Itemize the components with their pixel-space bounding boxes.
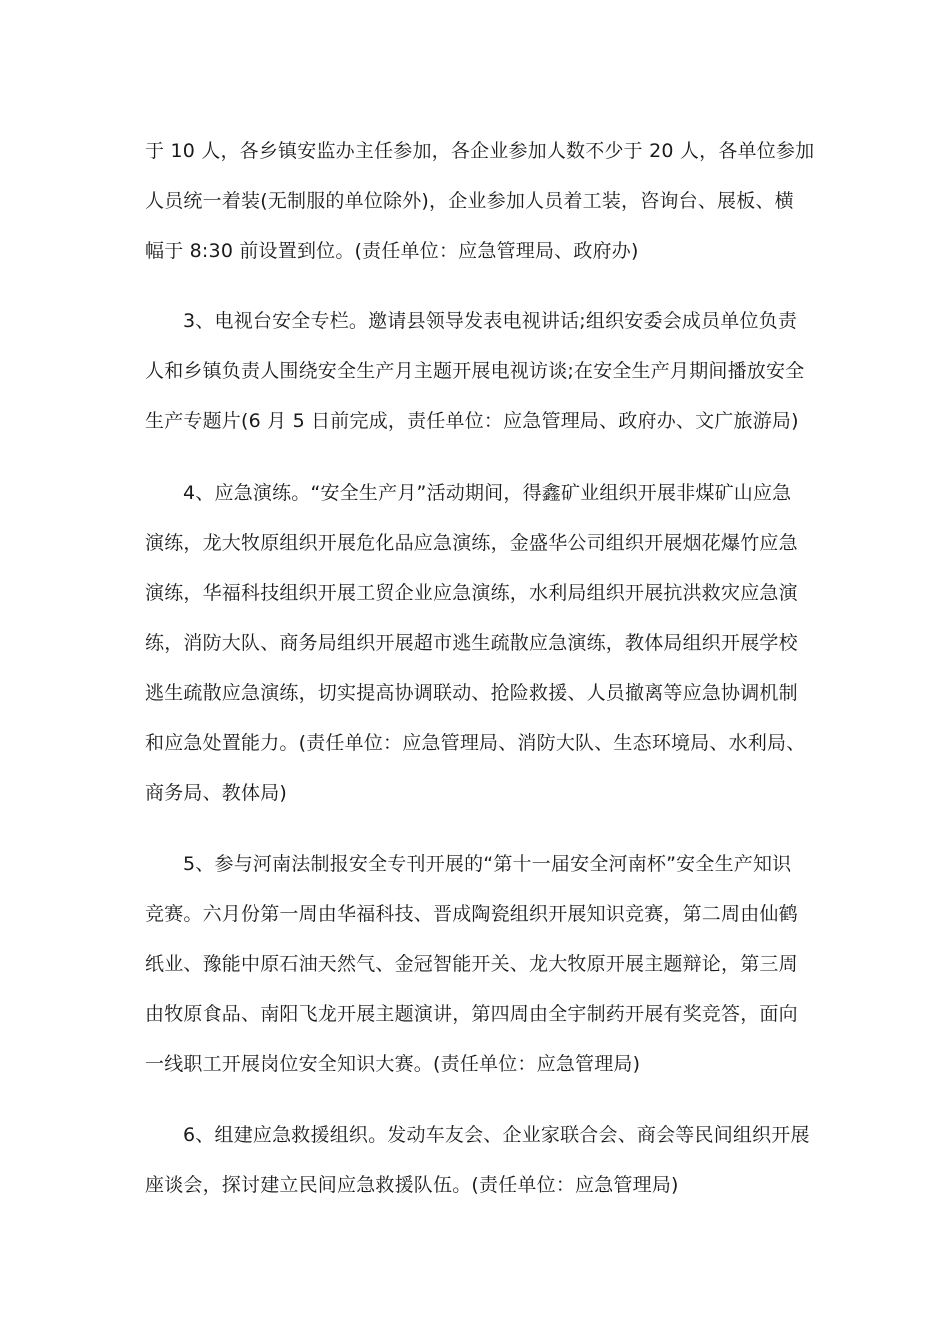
text-line: 幅于 8:30 前设置到位。(责任单位：应急管理局、政府办) <box>145 240 639 262</box>
text-line: 演练，华福科技组织开展工贸企业应急演练，水利局组织开展抗洪救灾应急演 <box>145 582 798 604</box>
text-line: 人和乡镇负责人围绕安全生产月主题开展电视访谈;在安全生产月期间播放安全 <box>145 360 805 382</box>
text-line: 演练，龙大牧原组织开展危化品应急演练，金盛华公司组织开展烟花爆竹应急 <box>145 532 798 554</box>
text-line: 商务局、教体局) <box>145 782 288 804</box>
paragraph-3-start: 3、电视台安全专栏。邀请县领导发表电视讲话;组织安委会成员单位负责 <box>183 310 798 332</box>
text-line: 一线职工开展岗位安全知识大赛。(责任单位：应急管理局) <box>145 1053 641 1075</box>
text-line: 于 10 人，各乡镇安监办主任参加，各企业参加人数不少于 20 人，各单位参加 <box>145 140 815 162</box>
text-line: 和应急处置能力。(责任单位：应急管理局、消防大队、生态环境局、水利局、 <box>145 732 806 754</box>
text-line: 竞赛。六月份第一周由华福科技、晋成陶瓷组织开展知识竞赛，第二周由仙鹤 <box>145 903 798 925</box>
paragraph-5-start: 5、参与河南法制报安全专刊开展的“第十一届安全河南杯”安全生产知识 <box>183 853 792 875</box>
text-line: 逃生疏散应急演练，切实提高协调联动、抢险救援、人员撤离等应急协调机制 <box>145 682 798 704</box>
text-line: 由牧原食品、南阳飞龙开展主题演讲，第四周由全宇制药开展有奖竞答，面向 <box>145 1003 798 1025</box>
text-line: 人员统一着装(无制服的单位除外)，企业参加人员着工装，咨询台、展板、横 <box>145 190 794 212</box>
text-line: 练，消防大队、商务局组织开展超市逃生疏散应急演练，教体局组织开展学校 <box>145 632 798 654</box>
text-line: 生产专题片(6 月 5 日前完成，责任单位：应急管理局、政府办、文广旅游局) <box>145 410 799 432</box>
paragraph-6-start: 6、组建应急救援组织。发动车友会、企业家联合会、商会等民间组织开展 <box>183 1124 810 1146</box>
paragraph-4-start: 4、应急演练。“安全生产月”活动期间，得鑫矿业组织开展非煤矿山应急 <box>183 482 792 504</box>
text-line: 纸业、豫能中原石油天然气、金冠智能开关、龙大牧原开展主题辩论，第三周 <box>145 953 798 975</box>
text-line: 座谈会，探讨建立民间应急救援队伍。(责任单位：应急管理局) <box>145 1174 679 1196</box>
